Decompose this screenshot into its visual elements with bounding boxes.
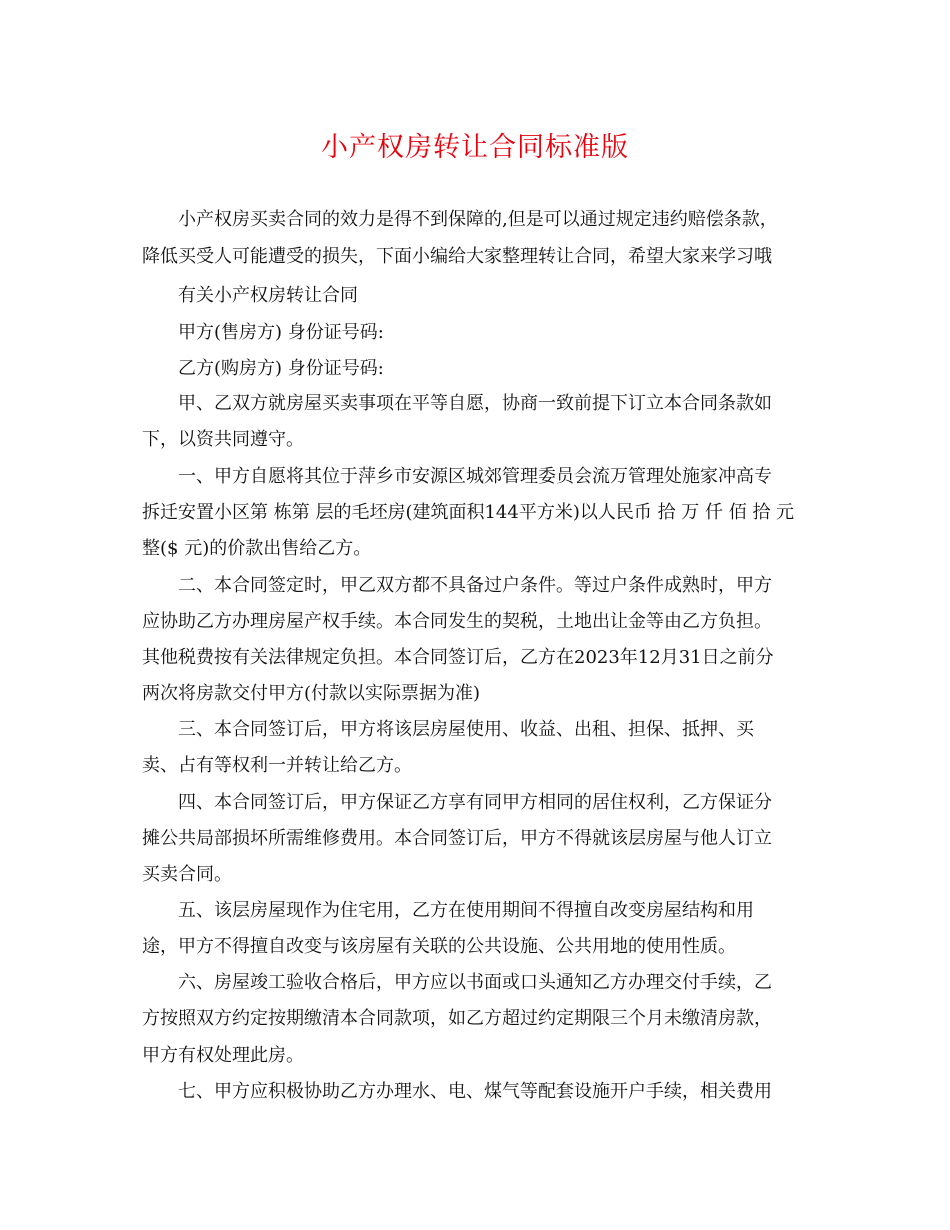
paragraph-line: 甲方有权处理此房。: [142, 1045, 304, 1066]
paragraph-line: 三、本合同签订后，甲方将该层房屋使用、收益、出租、担保、抵押、买: [178, 719, 754, 740]
paragraph-line: 其他税费按有关法律规定负担。本合同签订后，乙方在2023年12月31日之前分: [142, 647, 774, 668]
paragraph-line: 卖、占有等权利一并转让给乙方。: [142, 755, 412, 776]
paragraph-line: 整($ 元)的价款出售给乙方。: [142, 538, 372, 559]
paragraph-line: 摊公共局部损坏所需维修费用。本合同签订后，甲方不得就该层房屋与他人订立: [142, 828, 772, 849]
paragraph-line: 五、该层房屋现作为住宅用，乙方在使用期间不得擅自改变房屋结构和用: [178, 900, 754, 921]
paragraph-line: 买卖合同。: [142, 864, 232, 885]
paragraph-line: 拆迁安置小区第 栋第 层的毛坯房(建筑面积144平方米)以人民币 拾 万 仟 佰 拾 元: [142, 502, 795, 523]
paragraph-line: 应协助乙方办理房屋产权手续。本合同发生的契税，土地出让金等由乙方负担。: [142, 611, 772, 632]
paragraph-line: 下，以资共同遵守。: [142, 429, 304, 450]
document-title: 小产权房转让合同标准版: [321, 132, 629, 163]
paragraph-line: 甲、乙双方就房屋买卖事项在平等自愿，协商一致前提下订立本合同条款如: [178, 393, 772, 414]
paragraph-line: 有关小产权房转让合同: [178, 285, 358, 306]
paragraph-line: 四、本合同签订后，甲方保证乙方享有同甲方相同的居住权利，乙方保证分: [178, 792, 772, 813]
paragraph-line: 七、甲方应积极协助乙方办理水、电、煤气等配套设施开户手续，相关费用: [178, 1081, 772, 1102]
paragraph-line: 途，甲方不得擅自改变与该房屋有关联的公共设施、公共用地的使用性质。: [142, 936, 736, 957]
paragraph-line: 两次将房款交付甲方(付款以实际票据为准): [142, 683, 481, 704]
paragraph-line: 方按照双方约定按期缴清本合同款项，如乙方超过约定期限三个月未缴清房款，: [142, 1008, 772, 1029]
paragraph-line: 一、甲方自愿将其位于萍乡市安源区城郊管理委员会流万管理处施家冲高专: [178, 466, 772, 487]
paragraph-line: 小产权房买卖合同的效力是得不到保障的,但是可以通过规定违约赔偿条款，: [178, 209, 778, 230]
paragraph-line: 六、房屋竣工验收合格后，甲方应以书面或口头通知乙方办理交付手续，乙: [178, 972, 772, 993]
paragraph-line: 降低买受人可能遭受的损失，下面小编给大家整理转让合同，希望大家来学习哦: [142, 246, 772, 267]
paragraph-line: 乙方(购房方) 身份证号码:: [178, 358, 384, 379]
paragraph-line: 甲方(售房方) 身份证号码:: [178, 322, 384, 343]
paragraph-line: 二、本合同签定时，甲乙双方都不具备过户条件。等过户条件成熟时，甲方: [178, 575, 772, 596]
